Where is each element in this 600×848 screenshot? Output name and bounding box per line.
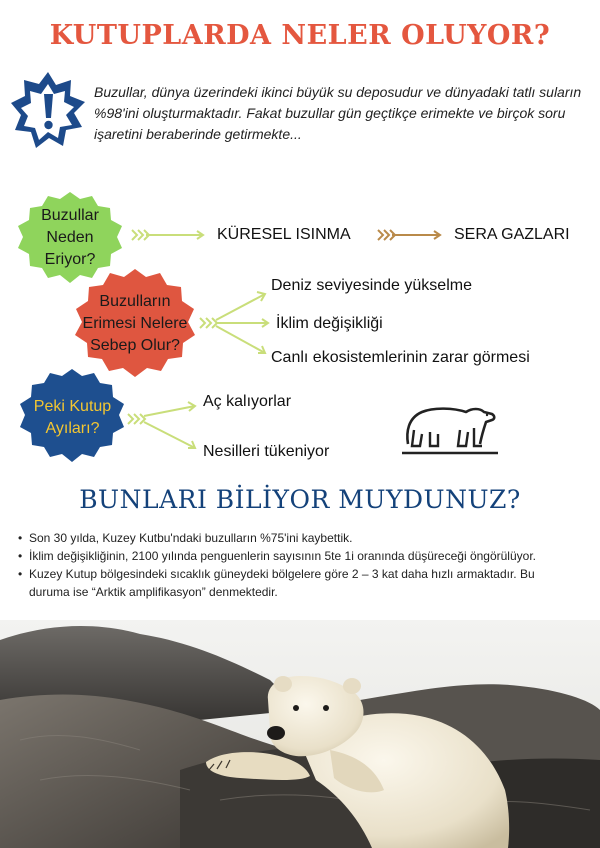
- fact-item: • Son 30 yılda, Kuzey Kutbu'ndaki buzulların %75'ini kaybettik.: [18, 529, 558, 547]
- question-why-melting: Buzullar Neden Eriyor?: [41, 207, 99, 268]
- effect-ecosystem-damage: Canlı ekosistemlerinin zarar görmesi: [271, 349, 530, 366]
- fact-item: • İklim değişikliğinin, 2100 yılında penguenlerin sayısının 5te 1i oranında düşüreceği öngörülüyor.: [18, 547, 558, 565]
- effect-extinction: Nesilleri tükeniyor: [203, 443, 330, 460]
- question-consequences: Buzulların Erimesi Nelere Sebep Olur?: [82, 293, 188, 354]
- fact-item: • Kuzey Kutup bölgesindeki sıcaklık güneydeki bölgelere göre 2 – 3 kat daha hızlı armaktadır. Bu duruma ise “Arktik amplifikasyon” denmektedir.: [18, 565, 558, 601]
- effect-starving: Aç kalıyorlar: [203, 393, 292, 410]
- intro-text: Buzullar, dünya üzerindeki ikinci büyük su deposudur ve dünyadaki tatlı suların %98'ini oluşturmaktadır. Fakat buzullar gün geçtikçe erimekte ve birçok soru işaretini beraberinde getirmekte...: [94, 84, 582, 142]
- polar-bear-icon: [400, 400, 500, 456]
- facts-list: [18, 529, 558, 601]
- question-polar-bears: Peki Kutup Ayıları?: [33, 398, 112, 437]
- greenhouse-gases-label: SERA GAZLARI: [454, 226, 570, 243]
- effect-climate-change: İklim değişikliği: [276, 315, 383, 332]
- polar-bear-photo: [0, 620, 600, 848]
- did-you-know-heading: BUNLARI BİLİYOR MUYDUNUZ?: [79, 485, 521, 514]
- exclamation-badge-icon: [8, 70, 88, 150]
- page-title: KUTUPLARDA NELER OLUYOR?: [49, 20, 551, 51]
- effect-sea-level: Deniz seviyesinde yükselme: [271, 277, 472, 294]
- global-warming-label: KÜRESEL ISINMA: [217, 226, 351, 243]
